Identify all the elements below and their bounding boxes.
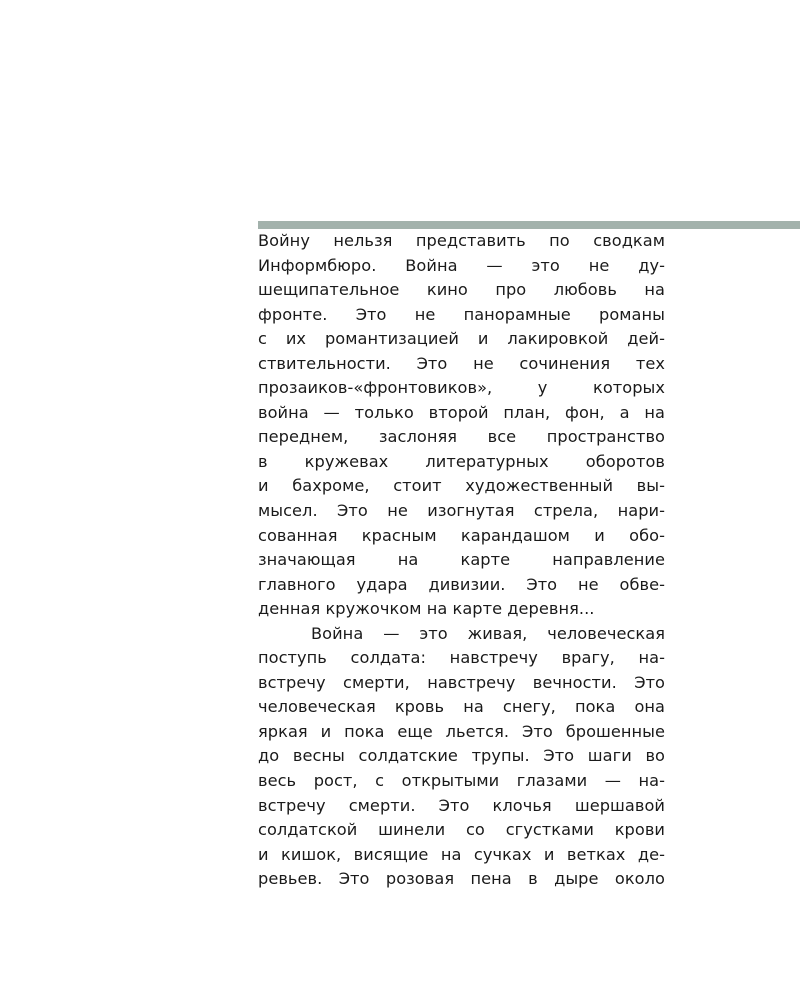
text-line: в кружевах литературных оборотов	[258, 451, 665, 471]
text-line: солдатской шинели со сгустками крови	[258, 820, 665, 840]
text-line: фронте. Это не панорамные романы	[258, 304, 665, 324]
text-line: ствительности. Это не сочинения тех	[258, 353, 665, 373]
text-line: мысел. Это не изогнутая стрела, нари-	[258, 501, 665, 521]
text-line: переднем, заслоняя все пространство	[258, 427, 665, 447]
paragraph-1	[258, 229, 665, 622]
text-line: яркая и пока еще льется. Это брошенные	[258, 721, 665, 741]
text-line: Информбюро. Война — это не ду-	[258, 255, 665, 275]
text-line: война — только второй план, фон, а на	[258, 402, 665, 422]
text-line: Война — это живая, человеческая	[311, 623, 665, 643]
text-line: сованная красным карандашом и обо-	[258, 525, 665, 545]
header-rule	[258, 221, 800, 229]
text-line: денная кружочком на карте деревня...	[258, 599, 595, 619]
text-line: до весны солдатские трупы. Это шаги во	[258, 746, 665, 766]
text-line: и бахроме, стоит художественный вы-	[258, 476, 665, 496]
text-line: весь рост, с открытыми глазами — на-	[258, 771, 665, 791]
text-line: встречу смерти, навстречу вечности. Это	[258, 672, 665, 692]
text-line: человеческая кровь на снегу, пока она	[258, 697, 665, 717]
text-line: поступь солдата: навстречу врагу, на-	[258, 648, 665, 668]
text-line: главного удара дивизии. Это не обве-	[258, 574, 665, 594]
text-line: встречу смерти. Это клочья шершавой	[258, 795, 665, 815]
text-line: и кишок, висящие на сучках и ветках де-	[258, 844, 665, 864]
text-line: ревьев. Это розовая пена в дыре около	[258, 869, 665, 889]
text-line: шещипательное кино про любовь на	[258, 280, 665, 300]
paragraph-2	[258, 622, 665, 892]
text-line: прозаиков-«фронтовиков», у которых	[258, 378, 665, 398]
text-line: Войну нельзя представить по сводкам	[258, 231, 665, 250]
body-text	[258, 229, 665, 892]
text-line: с их романтизацией и лакировкой дей-	[258, 329, 665, 349]
text-line: значающая на карте направление	[258, 550, 665, 570]
